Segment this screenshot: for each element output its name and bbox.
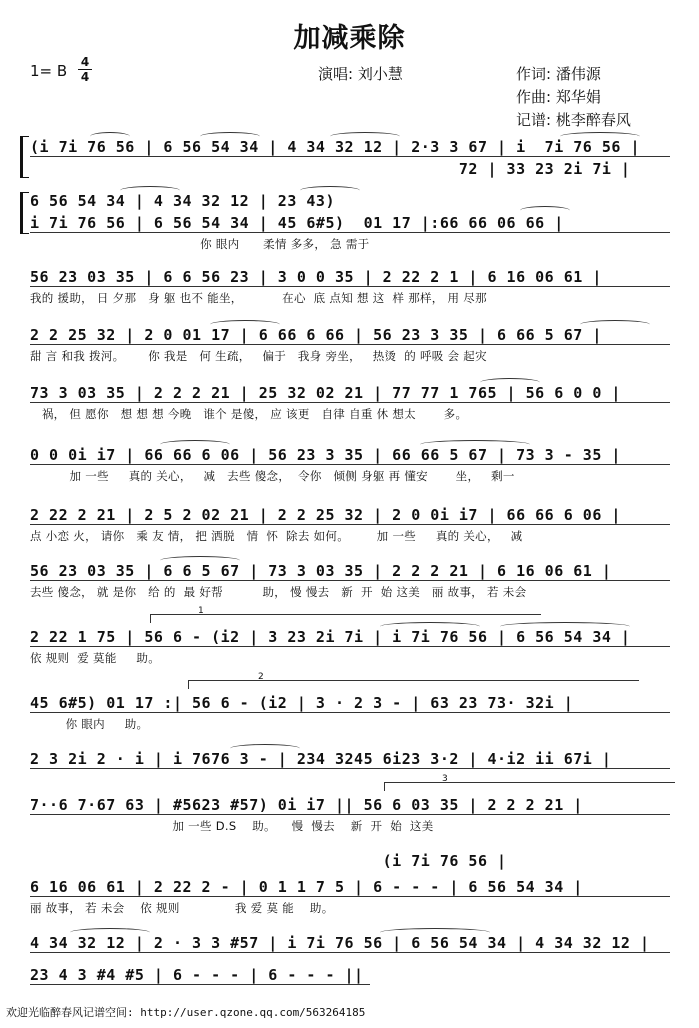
beam-line [30, 524, 670, 525]
lyric-line: 加 一些 D.S 助。 慢 慢去 新 开 始 这美 [30, 819, 434, 833]
notation-line: 6 16 06 61 | 2 22 2 - | 0 1 1 7 5 | 6 - - - | 6 56 54 34 | [30, 878, 583, 896]
volta-bracket [150, 614, 541, 623]
notation-line: 6 56 54 34 | 4 34 32 12 | 23 43) [30, 192, 335, 210]
lyric-line: 祸， 但 愿你 想 想 想 今晚 谁个 是傻， 应 该更 自律 自重 休 想太 多。 [30, 407, 468, 421]
slur-mark [380, 928, 490, 937]
slur-mark [160, 440, 230, 449]
singer-credit: 演唱: 刘小慧 [318, 65, 403, 83]
lyric-line: 去些 傻念， 就 是你 给 的 最 好帮 助， 慢 慢去 新 开 始 这美 丽 故事， 若 未会 [30, 585, 527, 599]
lyric-line: 点 小恋 火， 请你 乘 友 情， 把 洒脱 情 怀 除去 如何。 加 一些 真的 关心， 减 [30, 529, 523, 543]
beam-line [30, 896, 670, 897]
beam-line [30, 402, 670, 403]
lyric-line: 加 一些 真的 关心， 减 去些 傻念， 令你 倾侧 身躯 再 懂安 坐， 剩一 [30, 469, 515, 483]
slur-mark [580, 320, 650, 329]
notation-line: 56 23 03 35 | 6 6 56 23 | 3 0 0 35 | 2 22 2 1 | 6 16 06 61 | [30, 268, 602, 286]
key-signature: 1= B [30, 62, 68, 80]
score-row [0, 796, 699, 842]
lyricist-credit: 作词: 潘伟源 [516, 65, 601, 83]
beam-line [30, 464, 670, 465]
lyric-line: 甜 言 和我 拨河。 你 我是 何 生疏， 偏于 我身 旁坐， 热烫 的 呼吸 会 起灾 [30, 349, 487, 363]
slur-mark [420, 440, 530, 449]
notation-line: 23 4 3 #4 #5 | 6 - - - | 6 - - - || [30, 966, 364, 984]
notation-line: i 7i 76 56 | 6 56 54 34 | 45 6#5) 01 17 |:66 66 06 66 | [30, 214, 564, 232]
slur-mark [210, 320, 280, 329]
meter-top: 4 [80, 55, 90, 69]
beam-line [30, 232, 670, 233]
beam-line [30, 952, 670, 953]
beam-line [30, 646, 670, 647]
notation-line: 7··6 7·67 63 | #5623 #57) 0i i7 || 56 6 03 35 | 2 2 2 21 | [30, 796, 583, 814]
notation-line: 72 | 33 23 2i 7i | [30, 160, 631, 178]
score-row [0, 562, 699, 608]
meter-bottom: 4 [80, 70, 90, 84]
score-row [0, 694, 699, 740]
score-row [0, 878, 699, 924]
beam-line [30, 580, 670, 581]
beam-line [30, 814, 670, 815]
slur-mark [200, 132, 260, 141]
notation-line: 2 22 2 21 | 2 5 2 02 21 | 2 2 25 32 | 2 0 0i i7 | 66 66 6 06 | [30, 506, 621, 524]
beam-line [30, 984, 370, 985]
beam-line [30, 712, 670, 713]
score-row [0, 268, 699, 314]
score-row [0, 326, 699, 372]
slur-mark [230, 744, 300, 753]
notation-line: (i 7i 76 56 | 6 56 54 34 | 4 34 32 12 | 2·3 3 67 | i 7i 76 56 | [30, 138, 640, 156]
score-row [0, 506, 699, 552]
slur-mark [500, 622, 630, 631]
beam-line [30, 156, 670, 157]
lyric-line: 你 眼内 助。 [30, 717, 149, 731]
volta-bracket [384, 782, 675, 791]
volta-bracket [188, 680, 639, 689]
notation-line: 73 3 03 35 | 2 2 2 21 | 25 32 02 21 | 77 77 1 765 | 56 6 0 0 | [30, 384, 621, 402]
footer-note: 欢迎光临醉春风记谱空间: http://user.qzone.qq.com/563264185 [6, 1006, 366, 1019]
slur-mark [300, 186, 360, 195]
slur-mark [480, 378, 540, 387]
volta-number: 2 [258, 672, 264, 682]
notation-line: 56 23 03 35 | 6 6 5 67 | 73 3 03 35 | 2 2 2 21 | 6 16 06 61 | [30, 562, 612, 580]
notation-line: 45 6#5) 01 17 :| 56 6 - (i2 | 3 · 2 3 - | 63 23 73· 32i | [30, 694, 574, 712]
lyric-line: 依 规则 爱 莫能 助。 [30, 651, 160, 665]
time-signature [78, 56, 92, 83]
slur-mark [90, 132, 130, 141]
beam-line [30, 344, 670, 345]
composer-credit: 作曲: 郑华娟 [516, 88, 601, 106]
notation-line: 2 22 1 75 | 56 6 - (i2 | 3 23 2i 7i | i 7i 76 56 | 6 56 54 34 | [30, 628, 631, 646]
score-row [0, 446, 699, 492]
lyric-line: 丽 故事， 若 未会 依 规则 我 爱 莫 能 助。 [30, 901, 334, 915]
slur-mark [160, 556, 240, 565]
lyric-line: 你 眼内 柔情 多多， 急 需于 [30, 237, 370, 251]
notation-line: 4 34 32 12 | 2 · 3 3 #57 | i 7i 76 56 | 6 56 54 34 | 4 34 32 12 | [30, 934, 650, 952]
slur-mark [520, 206, 570, 215]
volta-number: 1 [198, 606, 204, 616]
beam-line [30, 286, 670, 287]
transcriber-credit: 记谱: 桃李醉春风 [516, 111, 631, 129]
notation-line: 2 2 25 32 | 2 0 01 17 | 6 66 6 66 | 56 23 3 35 | 6 66 5 67 | [30, 326, 602, 344]
slur-mark [560, 132, 640, 141]
score-row [0, 214, 699, 260]
slur-mark [120, 186, 180, 195]
slur-mark [70, 928, 150, 937]
score-row [0, 384, 699, 430]
score-row [0, 628, 699, 674]
slur-mark [380, 622, 480, 631]
volta-number: 3 [442, 774, 448, 784]
notation-line: 2 3 2i 2 · i | i 7676 3 - | 234 3245 6i23 3·2 | 4·i2 ii 67i | [30, 750, 612, 768]
lyric-line: 我的 援助， 日 夕那 身 躯 也不 能坐， 在心 底 点知 想 这 样 那样， 用 尽那 [30, 291, 487, 305]
notation-line: (i 7i 76 56 | [30, 852, 507, 870]
beam-line [30, 768, 670, 769]
notation-line: 0 0 0i i7 | 66 66 6 06 | 56 23 3 35 | 66 66 5 67 | 73 3 - 35 | [30, 446, 621, 464]
slur-mark [330, 132, 400, 141]
song-title: 加减乘除 [293, 23, 406, 54]
